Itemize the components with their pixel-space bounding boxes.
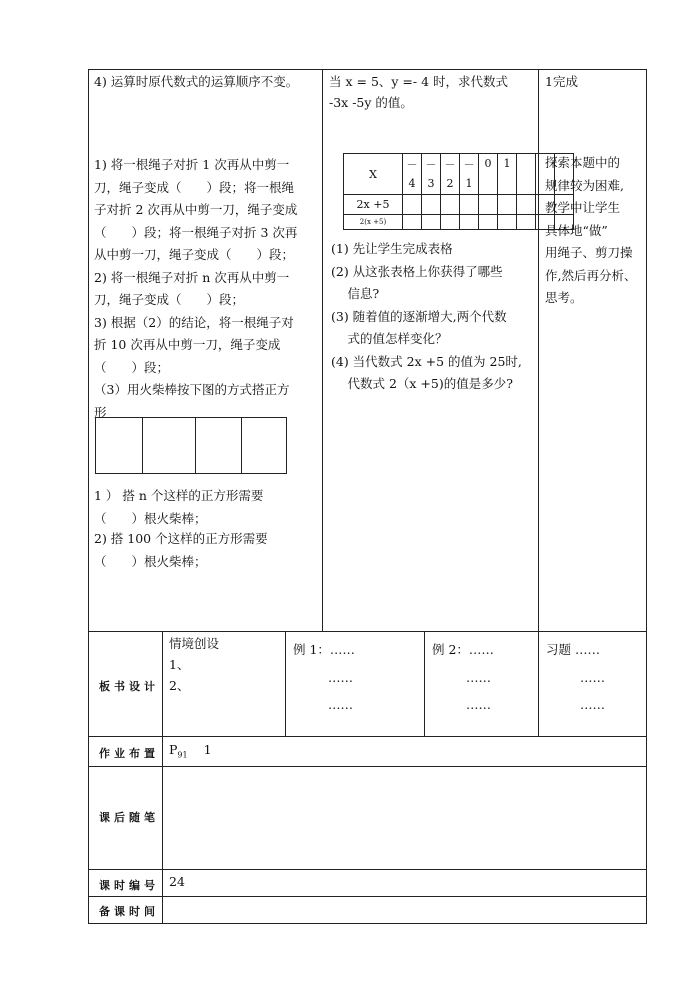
teaching-note: 探索本题中的 规律较为困难, 教学中让学生 具体地“做” 用绳子、剪刀操 作,然后再分析、 思考。 [545, 155, 637, 305]
board-col3-title: 例 2：…… [432, 642, 494, 657]
col3-top-text: 1完成 [545, 74, 578, 89]
row-divider-homework [88, 736, 647, 737]
board-col3-dots: …… …… [466, 670, 491, 712]
col1-top-text: 4) 运算时原代数式的运算顺序不变。 [94, 74, 299, 89]
board-divider-1 [285, 631, 286, 736]
x-value-cell: － 3 [422, 154, 441, 195]
border-left [88, 69, 89, 924]
board-col2-title: 例 1：…… [293, 642, 355, 657]
board-col1-items: 1、 2、 [169, 657, 190, 693]
homework-page-number: 91 [177, 750, 188, 760]
col2-top-line-1: 当 x = 5、y =- 4 时，求代数式 [329, 74, 509, 89]
lesson-number-value: 24 [169, 874, 185, 889]
row-divider-reflection [88, 766, 647, 767]
board-divider-3 [538, 631, 539, 736]
board-col1-title: 情境创设 [169, 636, 220, 651]
x-value-cell: － 4 [403, 154, 422, 195]
row-divider-lesson-no [88, 869, 647, 870]
homework-page-prefix: P [169, 742, 178, 757]
reflection-label: 课后随笔 [99, 811, 159, 824]
board-divider-2 [424, 631, 425, 736]
x-value-cell: － 2 [441, 154, 460, 195]
row2-label-cell: 2x +5 [344, 195, 403, 215]
x-value-cell: 1 [498, 154, 517, 195]
row-divider-board [88, 631, 647, 632]
board-col2-dots: …… …… [328, 670, 353, 712]
border-right [646, 69, 647, 924]
homework-exercise-number: 1 [203, 742, 212, 757]
board-col4-title: 习题 …… [546, 642, 600, 657]
homework-value [169, 739, 212, 766]
match-question-1: 1 ） 搭 n 个这样的正方形需要 （ ）根火柴棒； [94, 488, 264, 526]
match-question-2: 2) 搭 100 个这样的正方形需要 （ ）根火柴棒； [94, 531, 268, 569]
square-4 [241, 417, 287, 474]
value-table [343, 153, 574, 230]
col2-top-line-2: -3x -5y 的值。 [329, 95, 413, 110]
empty-cell [517, 154, 536, 195]
square-1 [95, 417, 143, 474]
lesson-number-label: 课时编号 [99, 879, 159, 892]
board-design-label: 板书设计 [99, 680, 159, 693]
row-divider-prep [88, 896, 647, 897]
x-value-cell: 0 [479, 154, 498, 195]
board-col4-dots: …… …… [580, 670, 605, 712]
border-top [88, 69, 647, 70]
square-2 [142, 417, 196, 474]
x-value-cell: － 1 [460, 154, 479, 195]
prep-time-label: 备课时间 [99, 905, 159, 918]
rope-problem: 1) 将一根绳子对折 1 次再从中剪一 刀，绳子变成（ ）段；将一根绳 子对折 2 次再从中剪一刀，绳子变成 （ ）段；将一根绳子对折 3 次再 从中剪一刀，绳子变成（ ）段； 2) 将一根绳子对折 n 次再从中剪一 刀，绳子变成（ ）段； 3) 根据（2）的结论，将一根绳子对 折 10 次再从中剪一刀，绳子变成 （ ）段； （3）用火柴棒按下图的方式搭正方 形 [94, 157, 298, 420]
border-bottom [88, 923, 647, 924]
label-col-divider [162, 631, 163, 924]
row3-label-cell: 2(x +5) [344, 215, 403, 230]
questions-list: (1) 先让学生完成表格 (2) 从这张表格上你获得了哪些 信息? (3) 随着值的逐渐增大,两个代数 式的值怎样变化？ (4) 当代数式 2x +5 的值为 25时, 代数式 2（x +5)的值是多少? [331, 241, 522, 391]
col-divider-1 [322, 69, 323, 631]
homework-label: 作业布置 [99, 747, 159, 760]
x-label-cell: X [344, 154, 403, 195]
square-3 [195, 417, 242, 474]
